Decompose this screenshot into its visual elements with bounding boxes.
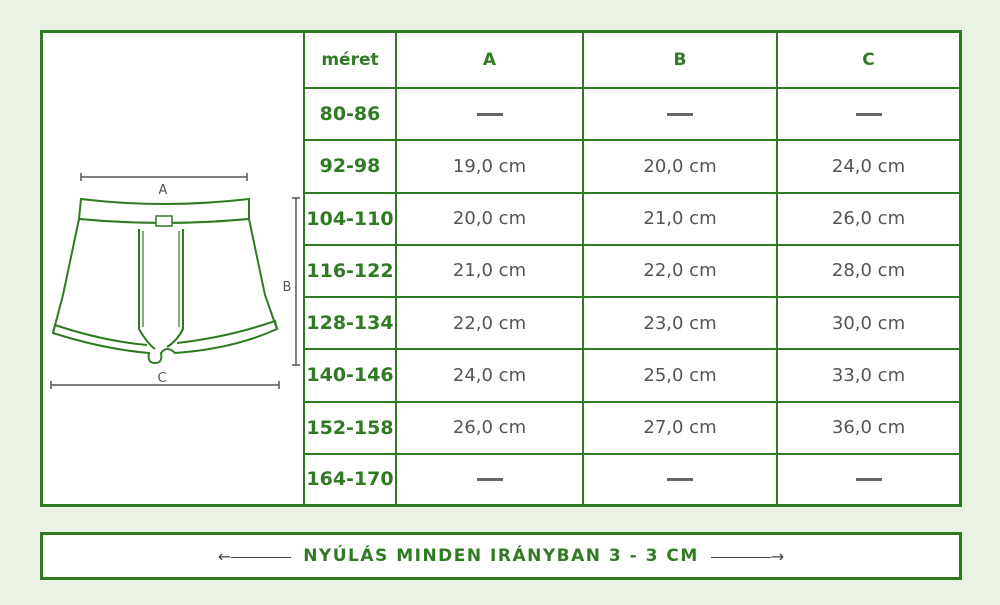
size-cell: 80-86 xyxy=(305,88,396,140)
value-cell-a: 24,0 cm xyxy=(396,349,583,401)
boxer-shape xyxy=(53,199,277,363)
boxer-briefs-drawing xyxy=(43,33,305,504)
table-row xyxy=(305,349,959,401)
stretch-note-text: NYÚLÁS MINDEN IRÁNYBAN 3 - 3 CM xyxy=(303,546,699,566)
value-cell-a: 21,0 cm xyxy=(396,245,583,297)
value-cell-b: 21,0 cm xyxy=(583,193,777,245)
table-row xyxy=(305,297,959,349)
header-a: A xyxy=(396,33,583,88)
no-value-dash xyxy=(667,113,693,116)
size-cell: 140-146 xyxy=(305,349,396,401)
size-cell: 152-158 xyxy=(305,402,396,454)
size-table xyxy=(305,33,959,504)
label-b: B xyxy=(282,280,292,295)
size-cell: 164-170 xyxy=(305,454,396,504)
value-cell-c: 33,0 cm xyxy=(777,349,959,401)
header-c: C xyxy=(777,33,959,88)
value-cell-b xyxy=(583,88,777,140)
header-b: B xyxy=(583,33,777,88)
value-cell-b xyxy=(583,454,777,504)
value-cell-c: 36,0 cm xyxy=(777,402,959,454)
value-cell-a: 22,0 cm xyxy=(396,297,583,349)
value-cell-c: 28,0 cm xyxy=(777,245,959,297)
size-cell: 92-98 xyxy=(305,140,396,192)
value-cell-a xyxy=(396,88,583,140)
no-value-dash xyxy=(667,478,693,481)
value-cell-a: 19,0 cm xyxy=(396,140,583,192)
value-cell-c xyxy=(777,88,959,140)
table-row xyxy=(305,402,959,454)
value-cell-c: 24,0 cm xyxy=(777,140,959,192)
value-cell-c xyxy=(777,454,959,504)
no-value-dash xyxy=(477,113,503,116)
value-cell-c: 26,0 cm xyxy=(777,193,959,245)
size-cell: 128-134 xyxy=(305,297,396,349)
value-cell-b: 23,0 cm xyxy=(583,297,777,349)
table-header-row xyxy=(305,33,959,88)
size-cell: 104-110 xyxy=(305,193,396,245)
header-size: méret xyxy=(305,33,396,88)
stretch-note-bar xyxy=(40,532,962,580)
table-row xyxy=(305,140,959,192)
garment-illustration xyxy=(43,33,305,504)
table-row xyxy=(305,88,959,140)
left-arrow-icon: ← xyxy=(218,547,291,566)
value-cell-b: 25,0 cm xyxy=(583,349,777,401)
right-arrow-icon: → xyxy=(711,547,784,566)
measure-line-a xyxy=(81,173,247,181)
measure-line-b xyxy=(292,198,300,365)
table-row xyxy=(305,245,959,297)
table-row xyxy=(305,454,959,504)
value-cell-b: 20,0 cm xyxy=(583,140,777,192)
value-cell-b: 27,0 cm xyxy=(583,402,777,454)
value-cell-a xyxy=(396,454,583,504)
label-c: C xyxy=(157,371,167,386)
value-cell-a: 20,0 cm xyxy=(396,193,583,245)
value-cell-c: 30,0 cm xyxy=(777,297,959,349)
size-cell: 116-122 xyxy=(305,245,396,297)
no-value-dash xyxy=(856,113,882,116)
label-a: A xyxy=(158,183,168,198)
no-value-dash xyxy=(477,478,503,481)
table-row xyxy=(305,193,959,245)
no-value-dash xyxy=(856,478,882,481)
value-cell-a: 26,0 cm xyxy=(396,402,583,454)
size-chart-frame xyxy=(40,30,962,507)
value-cell-b: 22,0 cm xyxy=(583,245,777,297)
